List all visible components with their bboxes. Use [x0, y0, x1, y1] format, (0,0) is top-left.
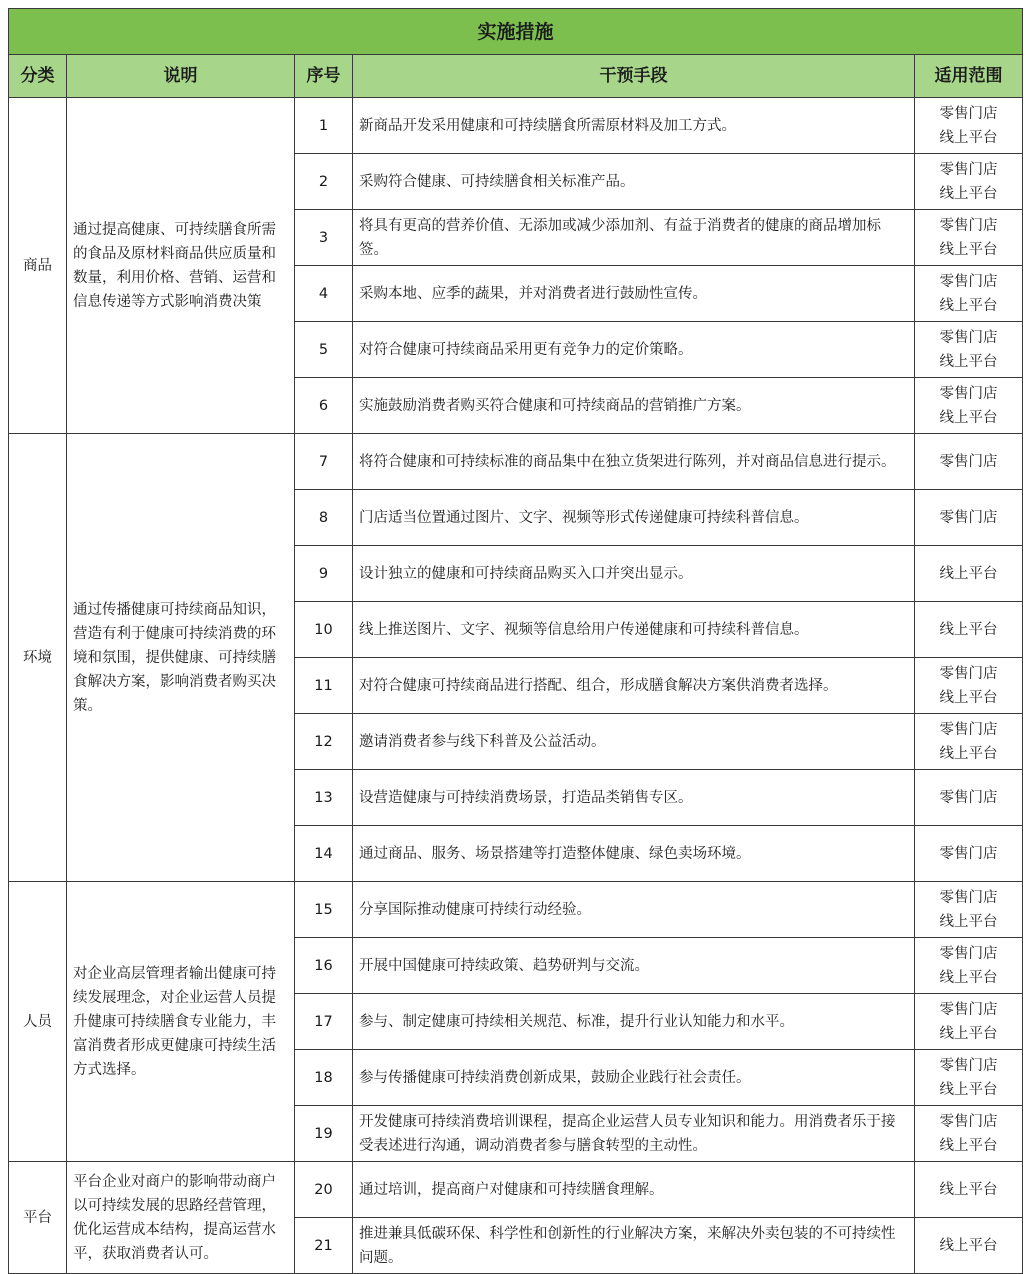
description-cell: 平台企业对商户的影响带动商户以可持续发展的思路经营管理，优化运营成本结构，提高运营水平，获取消费者认可。 — [67, 1162, 295, 1274]
header-description: 说明 — [67, 55, 295, 98]
measures-table — [8, 8, 1023, 1274]
measure-cell: 设营造健康与可持续消费场景，打造品类销售专区。 — [353, 770, 915, 826]
index-cell: 2 — [295, 154, 353, 210]
scope-item: 零售门店 — [939, 665, 998, 682]
measure-cell: 采购符合健康、可持续膳食相关标准产品。 — [353, 154, 915, 210]
index-cell: 17 — [295, 994, 353, 1050]
index-cell: 14 — [295, 826, 353, 882]
measure-cell: 新商品开发采用健康和可持续膳食所需原材料及加工方式。 — [353, 98, 915, 154]
scope-cell — [915, 322, 1023, 378]
header-scope: 适用范围 — [915, 55, 1023, 98]
scope-cell — [915, 378, 1023, 434]
measure-cell: 线上推送图片、文字、视频等信息给用户传递健康和可持续科普信息。 — [353, 602, 915, 658]
measure-cell: 参与传播健康可持续消费创新成果，鼓励企业践行社会责任。 — [353, 1050, 915, 1106]
scope-item: 线上平台 — [939, 689, 998, 706]
header-category: 分类 — [9, 55, 67, 98]
index-cell: 16 — [295, 938, 353, 994]
index-cell: 4 — [295, 266, 353, 322]
scope-cell — [915, 154, 1023, 210]
scope-item: 零售门店 — [939, 385, 998, 402]
index-cell: 18 — [295, 1050, 353, 1106]
scope-item: 零售门店 — [939, 161, 998, 178]
scope-cell — [915, 434, 1023, 490]
index-cell: 13 — [295, 770, 353, 826]
index-cell: 11 — [295, 658, 353, 714]
index-cell: 19 — [295, 1106, 353, 1162]
scope-cell — [915, 210, 1023, 266]
scope-item: 零售门店 — [939, 1113, 998, 1130]
measure-cell: 通过培训，提高商户对健康和可持续膳食理解。 — [353, 1162, 915, 1218]
measure-cell: 对符合健康可持续商品采用更有竞争力的定价策略。 — [353, 322, 915, 378]
scope-item: 零售门店 — [939, 217, 998, 234]
measure-cell: 开展中国健康可持续政策、趋势研判与交流。 — [353, 938, 915, 994]
scope-item: 线上平台 — [939, 621, 998, 638]
scope-cell — [915, 714, 1023, 770]
measure-cell: 推进兼具低碳环保、科学性和创新性的行业解决方案，来解决外卖包装的不可持续性问题。 — [353, 1218, 915, 1274]
measure-cell: 开发健康可持续消费培训课程，提高企业运营人员专业知识和能力。用消费者乐于接受表述进行沟通，调动消费者参与膳食转型的主动性。 — [353, 1106, 915, 1162]
index-cell: 12 — [295, 714, 353, 770]
index-cell: 9 — [295, 546, 353, 602]
scope-cell — [915, 770, 1023, 826]
scope-cell — [915, 266, 1023, 322]
table-row — [9, 98, 1023, 154]
scope-item: 线上平台 — [939, 1025, 998, 1042]
scope-cell — [915, 882, 1023, 938]
scope-item: 零售门店 — [939, 845, 998, 862]
scope-item: 线上平台 — [939, 969, 998, 986]
header-index: 序号 — [295, 55, 353, 98]
measure-cell: 实施鼓励消费者购买符合健康和可持续商品的营销推广方案。 — [353, 378, 915, 434]
description-cell: 通过传播健康可持续商品知识，营造有利于健康可持续消费的环境和氛围，提供健康、可持续膳食解决方案，影响消费者购买决策。 — [67, 434, 295, 882]
index-cell: 7 — [295, 434, 353, 490]
measure-cell: 通过商品、服务、场景搭建等打造整体健康、绿色卖场环境。 — [353, 826, 915, 882]
index-cell: 5 — [295, 322, 353, 378]
index-cell: 6 — [295, 378, 353, 434]
scope-item: 零售门店 — [939, 273, 998, 290]
measure-cell: 邀请消费者参与线下科普及公益活动。 — [353, 714, 915, 770]
scope-cell — [915, 546, 1023, 602]
index-cell: 1 — [295, 98, 353, 154]
scope-item: 线上平台 — [939, 353, 998, 370]
measure-cell: 将具有更高的营养价值、无添加或减少添加剂、有益于消费者的健康的商品增加标签。 — [353, 210, 915, 266]
scope-item: 线上平台 — [939, 409, 998, 426]
scope-cell — [915, 994, 1023, 1050]
measure-cell: 将符合健康和可持续标准的商品集中在独立货架进行陈列，并对商品信息进行提示。 — [353, 434, 915, 490]
scope-item: 线上平台 — [939, 185, 998, 202]
scope-item: 零售门店 — [939, 789, 998, 806]
index-cell: 10 — [295, 602, 353, 658]
scope-item: 零售门店 — [939, 721, 998, 738]
measures-table-container — [8, 8, 1022, 1274]
scope-item: 线上平台 — [939, 745, 998, 762]
description-cell: 通过提高健康、可持续膳食所需的食品及原材料商品供应质量和数量，利用价格、营销、运营和信息传递等方式影响消费决策 — [67, 98, 295, 434]
scope-cell — [915, 1050, 1023, 1106]
table-row — [9, 434, 1023, 490]
scope-item: 线上平台 — [939, 297, 998, 314]
measure-cell: 对符合健康可持续商品进行搭配、组合，形成膳食解决方案供消费者选择。 — [353, 658, 915, 714]
table-body — [9, 98, 1023, 1274]
category-cell: 平台 — [9, 1162, 67, 1274]
scope-item: 线上平台 — [939, 913, 998, 930]
header-measure: 干预手段 — [353, 55, 915, 98]
category-cell: 环境 — [9, 434, 67, 882]
scope-item: 零售门店 — [939, 453, 998, 470]
scope-item: 线上平台 — [939, 1137, 998, 1154]
index-cell: 20 — [295, 1162, 353, 1218]
scope-item: 零售门店 — [939, 945, 998, 962]
index-cell: 15 — [295, 882, 353, 938]
scope-item: 线上平台 — [939, 565, 998, 582]
scope-cell — [915, 658, 1023, 714]
scope-item: 线上平台 — [939, 241, 998, 258]
scope-cell — [915, 1162, 1023, 1218]
category-cell: 商品 — [9, 98, 67, 434]
measure-cell: 参与、制定健康可持续相关规范、标准，提升行业认知能力和水平。 — [353, 994, 915, 1050]
scope-item: 零售门店 — [939, 329, 998, 346]
scope-item: 线上平台 — [939, 1237, 998, 1254]
index-cell: 3 — [295, 210, 353, 266]
scope-cell — [915, 98, 1023, 154]
description-cell: 对企业高层管理者输出健康可持续发展理念，对企业运营人员提升健康可持续膳食专业能力，丰富消费者形成更健康可持续生活方式选择。 — [67, 882, 295, 1162]
scope-item: 线上平台 — [939, 129, 998, 146]
measure-cell: 设计独立的健康和可持续商品购买入口并突出显示。 — [353, 546, 915, 602]
scope-item: 零售门店 — [939, 889, 998, 906]
index-cell: 8 — [295, 490, 353, 546]
measure-cell: 采购本地、应季的蔬果，并对消费者进行鼓励性宣传。 — [353, 266, 915, 322]
scope-cell — [915, 490, 1023, 546]
scope-item: 零售门店 — [939, 1057, 998, 1074]
category-cell: 人员 — [9, 882, 67, 1162]
measure-cell: 门店适当位置通过图片、文字、视频等形式传递健康可持续科普信息。 — [353, 490, 915, 546]
scope-cell — [915, 1106, 1023, 1162]
scope-item: 零售门店 — [939, 509, 998, 526]
scope-cell — [915, 1218, 1023, 1274]
table-row — [9, 1162, 1023, 1218]
table-title: 实施措施 — [9, 9, 1023, 55]
measure-cell: 分享国际推动健康可持续行动经验。 — [353, 882, 915, 938]
scope-item: 零售门店 — [939, 105, 998, 122]
scope-item: 线上平台 — [939, 1081, 998, 1098]
scope-item: 线上平台 — [939, 1181, 998, 1198]
index-cell: 21 — [295, 1218, 353, 1274]
scope-item: 零售门店 — [939, 1001, 998, 1018]
table-row — [9, 882, 1023, 938]
scope-cell — [915, 938, 1023, 994]
scope-cell — [915, 602, 1023, 658]
scope-cell — [915, 826, 1023, 882]
